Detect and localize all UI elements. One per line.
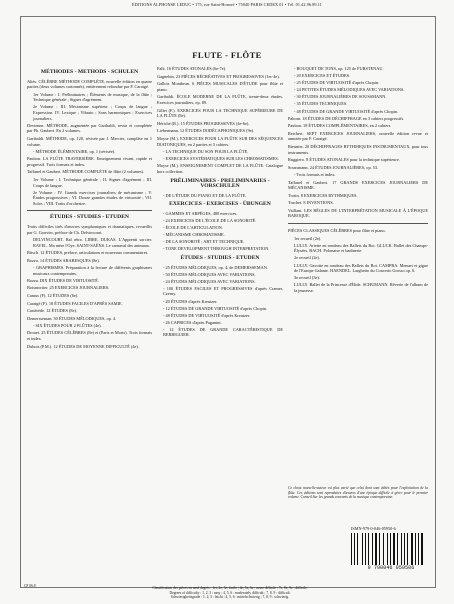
list-item: - 25 ÉTUDES DE VIRTUOSITÉ d'après Chopin. — [294, 80, 380, 86]
section-heading-methods: MÉTHODES - METHODS - SCHULEN — [40, 69, 139, 75]
list-item: Gillet (F.). EXERCICES POUR LA TECHNIQUE SUPÉRIEURE DE LA FLÛTE (8e). — [157, 107, 283, 119]
barcode-bar — [404, 533, 406, 565]
list-item: 1er Volume : I. Préliminaires ; Éléments de musique, de la flûte ; Technique générale ; Signes d'agrément. — [33, 91, 152, 103]
barcode-bar — [383, 533, 384, 565]
publisher-note: Ce choix nouvelle-auteur est plus varié que celui dont sont édités pour l'exploitation de la flûte. Ces éditions sont reproduites d'œuvres d'une époque difficile à gérer pour le premier volume. Conseil Sur les grands courants de la musique contemporaine. — [288, 486, 428, 500]
list-item: - 50 ÉTUDES MÉLODIQUES AVEC VARIATIONS. — [163, 271, 256, 277]
section-heading-exercises: EXERCICES - EXERCISES - ÜBUNGEN — [169, 201, 271, 208]
list-item: Gallois Montbrun. 6 PIÈCES MUSICALES D'ÉTUDE pour flûte et piano. — [157, 81, 283, 92]
list-item: Caratgé (F). 18 ÉTUDES FACILES D'APRÈS SAMIE. — [27, 300, 123, 306]
legend-line-fr: Classification des pièces en neuf degrés : 1er, 2e, 3e, facile ; 4e, 5e, 6e : assez difficile ; 7e, 8e, 9e : difficile. — [152, 586, 308, 590]
list-item: Boismortier. 25 EXERCICES JOURNALIERS. — [27, 285, 110, 291]
list-item: Hériché (R.). 15 ÉTUDES PROGRESSIVES (4e-6e). — [157, 120, 250, 126]
list-item: - 26 CAPRICES d'après Paganini. — [163, 319, 222, 325]
list-item: - GRAPHISMES. Préparation à la lecture de différents graphismes musicaux contemporains. — [33, 265, 152, 276]
list-item: - TONE DEVELOPMENT THROUGH INTERPRETATION. — [163, 246, 270, 252]
legend-line-en: Degrees of difficulty : 1, 2, 3 : easy ; 4, 5, 6 : moderately difficult ; 7, 8, 9 : difficult. — [169, 590, 291, 595]
list-item: - 24 PETITES ÉTUDES MÉLODIQUES AVEC VARIATIONS. — [294, 87, 405, 93]
page-title: FLUTE - FLÔTE — [192, 50, 262, 60]
barcode-bar — [354, 533, 356, 565]
list-item: - 35 ÉTUDES TECHNIQUES. — [294, 101, 348, 107]
list-item: - LA TECHNIQUE DU SON POUR LA FLÛTE. — [163, 149, 249, 155]
divider — [27, 210, 152, 211]
list-item: - 30 ÉTUDES JOURNALIÈRES DE SOUSSMANN. — [294, 94, 387, 100]
column-3 — [288, 66, 428, 295]
barcode-bar — [421, 533, 423, 565]
list-item: - 48 ÉTUDES DE GRANDE VIRTUOSITÉ d'après Chopin. — [294, 108, 399, 114]
list-item: - 12 ÉTUDES DE GRANDE CARACTÉRISTIQUE DE BERBIGUIER. — [163, 326, 283, 338]
list-item: Ruggiero. 8 ÉTUDES ATONALES pour la technique supérieure. — [288, 157, 400, 163]
column-2 — [157, 66, 283, 340]
barcode-bar — [357, 533, 358, 565]
list-item: Gagnebin. 23 PIÈCES RÉCRÉATIVES ET PROGRESSIVES (1er-4e). — [157, 73, 280, 79]
barcode-bar — [351, 533, 352, 565]
list-item: - 24 ÉTUDES MÉLODIQUES AVEC VARIATIONS. — [163, 278, 256, 284]
section-heading-etudes: ÉTUDES - STUDIES - ETUDEN — [50, 214, 129, 221]
section-heading-etudes-2: ÉTUDES - STUDIES - ETUDEN — [180, 254, 260, 261]
barcode-bar — [362, 533, 363, 565]
list-item: DELVINCOURT. Bal rétro. LIBRE. DUKAS. L'Apprenti sorcier. RAVEL. Ma mère l'Oye. SAINT-SAËNS. Le carnaval des animaux. — [33, 237, 152, 248]
list-item: Traits difficiles tirés d'œuvres symphoniques et dramatiques, recueillis par G. Gouvier, préface de Ch. Delvincourt. — [27, 224, 152, 235]
barcode-bar — [411, 533, 414, 565]
list-item: 3e recueil (3e). — [294, 275, 320, 281]
barcode-bar — [372, 533, 373, 565]
column-1 — [27, 66, 152, 351]
difficulty-legend — [80, 586, 380, 600]
barcode-bar — [415, 533, 416, 565]
list-item: Dubois (P.M.). 12 ÉTUDES DE MOYENNE DIFFICULTÉ (4e). — [27, 343, 139, 349]
list-item: 2e Volume : IV. Grands exercices journaliers de mécanisme ; V. Études progressives ; VI. Douze grandes études de virtuosité ; VII. Solos ; VIII. Traits d'orchestre. — [33, 189, 152, 206]
section-heading-preliminaries: PRÉLIMINAIRES - PRELIMINARIES - VORSCHULEN — [170, 177, 270, 190]
barcode-bar — [375, 533, 378, 565]
list-item: Bozza. 14 ÉTUDES ARABESQUES (8e). — [27, 257, 100, 263]
list-item: 2e recueil (2e). — [294, 255, 320, 261]
list-item: Trotin. 8 EXERCICES RYTHMIQUES. — [288, 192, 358, 198]
list-item: Altès. CÉLÈBRE MÉTHODE COMPLÈTE, nouvelle édition en quatre parties (deux volumes cartonnés), entièrement refondue par F. Caratgé. — [27, 78, 152, 90]
list-item: LULLY. Gavotte en rondeau des Ballets du Roi. CAMPRA. Menuet et gigue de l'Europe Galante. HAENDEL. Larghetto du Concerto Grosso op. 6. — [294, 262, 428, 274]
catalog-code: CF 06.8 — [24, 584, 36, 588]
list-item: - 20 EXERCICES ET ÉTUDES. — [294, 73, 351, 79]
barcode-bar — [365, 533, 366, 565]
list-item: Taffanel et Gaubert. MÉTHODE COMPLÈTE de flûte (2 volumes). — [27, 169, 145, 175]
list-item: - MÉCANISME CHROMATISME. — [163, 232, 225, 238]
list-item: Moyse (M.). ENSEIGNEMENT COMPLET DE LA FLÛTE. Catalogue hors collection. — [157, 163, 283, 174]
list-item: Reichert. SEPT EXERCICES JOURNALIERS, nouvelle édition revue et annotée par F. Caratgé. — [288, 130, 428, 142]
list-item: Liebermann. 12 ÉTUDES DODÉCAPHONIQUES (9e). — [157, 128, 255, 134]
list-item: Paubon. LA FLÛTE TRAVERSIÈRE. Enseignement vivant, rapide et progressif. Trois formats et index. — [27, 156, 152, 167]
list-item: - 48 ÉTUDES DE VIRTUOSITÉ d'après Kreutzer. — [163, 312, 251, 318]
barcode-bar — [390, 533, 392, 565]
list-item: Soussmann. 24 ÉTUDES JOURNALIÈRES, op. 53. — [288, 164, 379, 170]
list-item: Garibaldi. ÉCOLE MODERNE DE LA FLÛTE, trente-deux études. Exercices journaliers, op. 89. — [157, 94, 283, 105]
list-item: Paubon. 18 ÉTUDES COMPLÉMENTAIRES, en 2 cahiers. — [288, 123, 392, 129]
barcode-bar — [397, 533, 398, 565]
list-item: Falk. 16 ÉTUDES ATONALES (6e-7e). — [157, 66, 227, 71]
list-item: - GAMMES ET ARPÈGES, 480 exercices. — [163, 210, 238, 216]
list-item: - 20 ÉTUDES d'après Kreutzer. — [163, 298, 218, 304]
list-item: - 25 ÉTUDES MÉLODIQUES, op. 4, de DEMERSSEMAN. — [163, 264, 268, 270]
list-item: Camus (F). 12 ÉTUDES (6e). — [27, 293, 79, 298]
list-item: Demersseman. 50 ÉTUDES MÉLODIQUES, op. 4. — [27, 315, 117, 321]
list-item: 2e Volume : III. Mécanisme supérieur ; Coups de langue ; Expression. IV. Lexique ; Vibrato ; Sons harmoniques ; Exercices journaliers. — [33, 104, 152, 121]
list-item: - DE L'ÉTUDE DU PIANO ET DE LA FLÛTE. — [163, 192, 247, 198]
list-item: - 100 ÉTUDES FACILES ET PROGRESSIVES d'après Cramer, Czerny. — [163, 285, 283, 297]
list-item: Devienne. MÉTHODE, augmentée par Garibaldi, revue et complétée par Ph. Gaubert. En 2 volumes. — [27, 122, 152, 134]
barcode-bar — [379, 533, 380, 565]
barcode-bar — [393, 533, 395, 565]
publisher-header: EDITIONS ALPHONSE LEDUC • 175, rue Saint-Honoré • 75040 PARIS CEDEX 01 • Tél. 01.42.96.89.11 — [131, 2, 322, 7]
list-item: - ÉCOLE DE L'ARTICULATION. — [163, 225, 223, 231]
barcode-bar — [368, 533, 370, 565]
list-item: - EXERCICES SYSTÉMATIQUES SUR LES CHROMATISMES. — [163, 156, 279, 162]
list-item: Castérède. 12 ÉTUDES (8e). — [27, 308, 77, 314]
list-item: Garibaldi. MÉTHODE, op. 128, révisée par J. Mercier, complète en 1 volume. — [27, 135, 152, 147]
list-item: Bozza. DIX ÉTUDES DE VIRTUOSITÉ. — [27, 277, 99, 283]
etudes-list — [27, 224, 152, 349]
list-item: Moyse (M.). EXERCICES POUR LA FLÛTE SUR DES SÉQUENCES DIATONIQUES, en 2 parties et 3 cahiers. — [157, 135, 283, 147]
list-item: - MÉTHODE ÉLÉMENTAIRE, op. 1 (révisée). — [33, 149, 116, 155]
list-item: - BOUQUET DE TONS, op. 125 de FURSTENAU. — [294, 66, 384, 71]
barcode-bar — [418, 533, 419, 565]
barcode-bar — [407, 533, 408, 565]
legend-line-de: Schwierigkeitsgrade : 1, 2, 3 : leicht ; 4, 5, 6 : mittelschwierig ; 7, 8, 9 : schwierig. — [170, 595, 290, 600]
list-item: - DE LA SONORITÉ ; ART ET TECHNIQUE. — [163, 239, 245, 245]
list-item: Vaillant. LES RÈGLES DE L'INTERPRÉTATION MUSICALE À L'ÉPOQUE BAROQUE. — [288, 207, 428, 219]
barcode-number: 9 790046 059506 — [350, 565, 432, 571]
list-item: PIÈCES CLASSIQUES CÉLÈBRES pour flûte et piano. — [288, 228, 386, 234]
divider — [288, 223, 428, 224]
methods-list — [27, 79, 152, 207]
list-item: - SIX ÉTUDES POUR 2 FLÛTES (4e). — [33, 323, 102, 329]
list-item: - 12 ÉTUDES DE GRANDE VIRTUOSITÉ d'après Chopin. — [163, 305, 268, 311]
list-item: Paborn. 18 ÉTUDES DE DÉCHIFFRAGE en 3 cahiers progressifs. — [288, 115, 405, 121]
list-item: Bitsch. 12 ÉTUDES, préface, articulations et nouveaux commentaires. — [27, 249, 149, 255]
list-item: - Trois formats et index. — [294, 172, 336, 178]
barcode-bar — [387, 533, 388, 565]
list-item: Truchet. 8 INVENTIONS. — [288, 200, 334, 206]
list-item: LULLY. Ariette en rondeau des Ballets du Roi. GLUCK. Ballet des Champs-Élysées. BACH. Polonaise et badinerie. — [294, 242, 428, 254]
list-item: 1er recueil (2e). — [294, 235, 322, 241]
list-item: Drouet. 25 ÉTUDES CÉLÈBRES (8e) et (Paris et Morts). Trois formats et index. — [27, 330, 152, 342]
list-item: Taffanel et Gaubert. 17 GRANDS EXERCICES JOURNALIERS DE MÉCANISME. — [288, 179, 428, 191]
list-item: LULLY. Ballet de la Princesse d'Élide. SCHUMANN. Rêverie de l'album de la jeunesse. — [294, 282, 428, 293]
list-item: - 24 EXERCICES DE L'ÉCOLE DE LA SONORITÉ. — [163, 217, 257, 223]
list-item: 1er Volume : I. Technique générale ; II. Signes d'agrément ; III. Coups de langue. — [33, 177, 152, 188]
isbn-label: ISMN-979-0-046-05950-6 — [351, 526, 396, 531]
barcode-bar — [401, 533, 402, 565]
list-item: Rieunier. 20 DÉCHIFFRAGES RYTHMIQUES INSTRUMENTAUX, pour tous instruments. — [288, 144, 428, 155]
